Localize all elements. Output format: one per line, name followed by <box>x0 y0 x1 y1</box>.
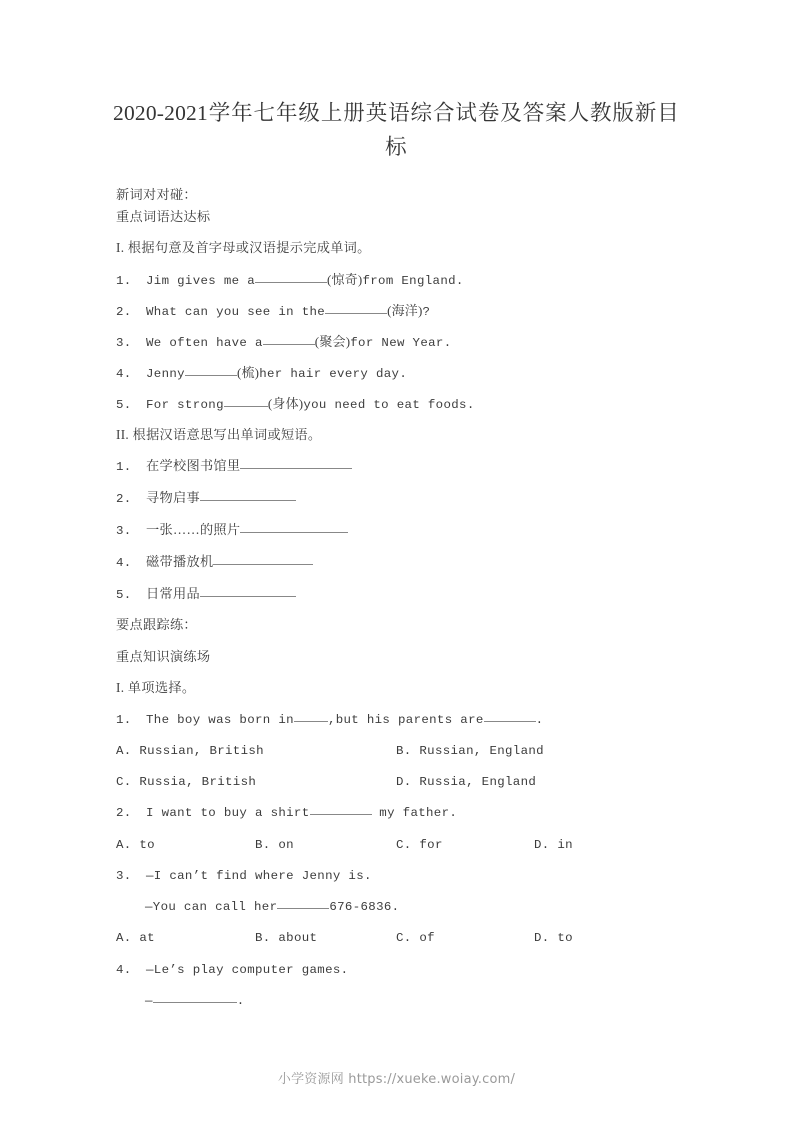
option-key: B. <box>255 931 271 945</box>
option-c[interactable] <box>116 773 256 791</box>
item-text: 日常用品 <box>146 586 200 601</box>
option-text: Russian, British <box>139 744 264 758</box>
item-number: 4. <box>116 367 132 381</box>
translate-item <box>116 457 352 476</box>
option-key: D. <box>534 931 550 945</box>
item-number: 2. <box>116 492 132 506</box>
item-hint: (梳) <box>236 365 260 380</box>
option-text: at <box>139 931 155 945</box>
stem-part-b: my father. <box>379 806 458 820</box>
item-text: 一张……的照片 <box>146 522 241 537</box>
answer-blank[interactable] <box>185 364 237 376</box>
answer-blank[interactable] <box>200 489 296 501</box>
item-hint: (聚会) <box>314 334 351 349</box>
watermark-site-name: 小学资源网 <box>277 1072 344 1087</box>
instruction-part-3: I. 单项选择。 <box>116 680 196 695</box>
answer-blank[interactable] <box>240 457 352 469</box>
item-tail: her hair every day. <box>259 367 408 381</box>
item-text: 寻物启事 <box>146 490 200 505</box>
option-a[interactable] <box>116 742 264 760</box>
fill-blank-item <box>116 395 475 414</box>
stem-part-b: ,but his parents are <box>327 713 484 727</box>
item-number: 5. <box>116 398 132 412</box>
option-text: for <box>419 838 443 852</box>
item-number: 2. <box>116 305 132 319</box>
mc-question-stem <box>116 961 348 979</box>
option-c[interactable] <box>396 929 435 947</box>
dialog-line-2-pre: — <box>145 994 153 1008</box>
item-tail: for New Year. <box>350 336 452 350</box>
translate-item <box>116 553 313 572</box>
option-text: Russia, England <box>419 775 537 789</box>
option-text: Russia, British <box>139 775 257 789</box>
page-title: 2020-2021学年七年级上册英语综合试卷及答案人教版新目标 <box>113 101 679 159</box>
stem-part-c: . <box>535 713 544 727</box>
item-number: 4. <box>116 963 132 977</box>
item-text: 磁带播放机 <box>146 554 214 569</box>
translate-item <box>116 585 296 604</box>
mc-question-stem <box>116 711 543 729</box>
answer-blank[interactable] <box>224 395 268 407</box>
mc-question-stem-continued <box>145 992 245 1010</box>
option-text: Russian, England <box>419 744 544 758</box>
option-b[interactable] <box>396 742 544 760</box>
dialog-line-2-post: 676-6836. <box>329 900 400 914</box>
dialog-line-1: —I can’t find where Jenny is. <box>146 869 372 883</box>
item-number: 3. <box>116 524 132 538</box>
mc-question-stem-continued <box>145 898 399 916</box>
dialog-line-2-pre: —You can call her <box>145 900 278 914</box>
item-hint: (惊奇) <box>327 272 363 287</box>
option-d[interactable] <box>396 773 536 791</box>
answer-blank[interactable] <box>310 803 372 815</box>
item-number: 2. <box>116 806 132 820</box>
fill-blank-item <box>116 271 464 290</box>
item-hint: (身体) <box>267 396 304 411</box>
mc-question-stem <box>116 804 457 822</box>
item-number: 1. <box>116 713 132 727</box>
option-a[interactable] <box>116 929 155 947</box>
answer-blank[interactable] <box>325 302 387 314</box>
fill-blank-item <box>116 333 451 352</box>
item-number: 5. <box>116 588 132 602</box>
item-number: 3. <box>116 869 132 883</box>
option-c[interactable] <box>396 836 443 854</box>
answer-blank[interactable] <box>240 521 348 533</box>
option-key: D. <box>534 838 550 852</box>
mc-question-stem <box>116 867 372 885</box>
option-text: about <box>278 931 318 945</box>
fill-blank-item <box>116 302 430 321</box>
item-stem: For strong <box>146 398 224 412</box>
option-b[interactable] <box>255 836 294 854</box>
option-text: to <box>557 931 573 945</box>
option-text: to <box>139 838 155 852</box>
option-a[interactable] <box>116 836 155 854</box>
stem-part-a: The boy was born in <box>146 713 294 727</box>
dialog-line-1: —Le’s play computer games. <box>146 963 349 977</box>
heading-practice-field: 重点知识演练场 <box>116 649 211 664</box>
answer-blank[interactable] <box>200 585 296 597</box>
answer-blank[interactable] <box>263 333 315 345</box>
option-key: C. <box>116 775 132 789</box>
instruction-part-2: II. 根据汉语意思写出单词或短语。 <box>116 427 322 442</box>
item-number: 4. <box>116 556 132 570</box>
watermark-url: https://xueke.woiay.com/ <box>348 1072 516 1087</box>
option-key: C. <box>396 931 412 945</box>
option-key: D. <box>396 775 412 789</box>
item-stem: Jenny <box>146 367 185 381</box>
option-d[interactable] <box>534 836 573 854</box>
option-key: A. <box>116 931 132 945</box>
answer-blank[interactable] <box>484 710 536 722</box>
item-hint: (海洋) <box>387 303 423 318</box>
option-text: of <box>419 931 435 945</box>
answer-blank[interactable] <box>277 897 329 909</box>
item-stem: We often have a <box>146 336 263 350</box>
option-d[interactable] <box>534 929 573 947</box>
item-stem: What can you see in the <box>146 305 326 319</box>
item-number: 3. <box>116 336 132 350</box>
translate-item <box>116 489 296 508</box>
option-key: B. <box>255 838 271 852</box>
item-number: 1. <box>116 460 132 474</box>
option-b[interactable] <box>255 929 317 947</box>
item-text: 在学校图书馆里 <box>146 458 241 473</box>
item-tail: from England. <box>362 274 464 288</box>
option-text: in <box>557 838 573 852</box>
option-key: C. <box>396 838 412 852</box>
item-tail: you need to eat foods. <box>303 398 475 412</box>
answer-blank[interactable] <box>213 553 313 565</box>
option-key: A. <box>116 838 132 852</box>
answer-blank[interactable] <box>255 271 327 283</box>
answer-blank[interactable] <box>153 991 237 1003</box>
option-text: on <box>278 838 294 852</box>
instruction-part-1: I. 根据句意及首字母或汉语提示完成单词。 <box>116 240 371 255</box>
answer-blank[interactable] <box>294 710 328 722</box>
footer-watermark <box>0 1068 793 1087</box>
option-key: A. <box>116 744 132 758</box>
item-tail: ? <box>422 305 431 319</box>
translate-item <box>116 521 348 540</box>
item-number: 1. <box>116 274 132 288</box>
dialog-line-2-post: . <box>236 994 245 1008</box>
item-stem: Jim gives me a <box>146 274 255 288</box>
heading-new-words: 新词对对碰： <box>116 187 197 202</box>
option-key: B. <box>396 744 412 758</box>
stem-part-a: I want to buy a shirt <box>146 806 310 820</box>
heading-key-points: 要点跟踪练： <box>116 617 197 632</box>
fill-blank-item <box>116 364 407 383</box>
heading-key-words: 重点词语达达标 <box>116 209 211 224</box>
